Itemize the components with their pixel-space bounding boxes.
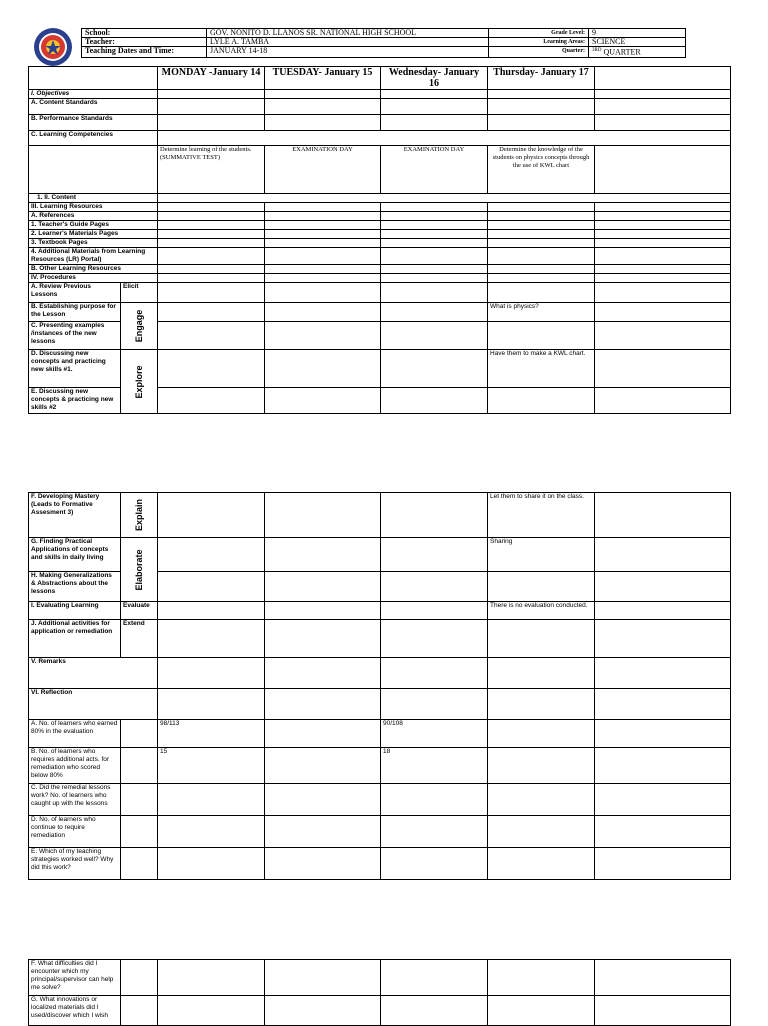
day-monday: MONDAY -January 14 [158,67,265,90]
wednesday-remed: 18 [381,748,488,784]
explore-phase [121,350,158,414]
developing-label: F. Developing Mastery (Leads to Formative Assesment 3) [29,493,121,538]
wednesday-80: 90/108 [381,720,488,748]
area-label: Learning Areas: [489,38,589,47]
dll-table-1 [28,66,731,414]
school-value: GOV. NONITO D. LLANOS SR. NATIONAL HIGH SCHOOL [207,29,489,38]
learning-resources-label: III. Learning Resources [29,203,158,212]
content-standards-label: A. Content Standards [29,99,158,115]
procedures-label: IV. Procedures [29,274,158,283]
learners-materials-label: 2. Learner's Materials Pages [29,230,158,239]
area-value: SCIENCE [589,38,686,47]
corner-cell [29,67,158,90]
thursday-evaluate: There is no evaluation conducted. [488,602,595,620]
explain-phase [121,493,158,538]
additional-materials-label: 4. Additional Materials from Learning Resources (LR) Portal) [29,248,158,265]
elicit-label: Elicit [121,283,158,303]
monday-80: 98/113 [158,720,265,748]
strategies-label: E. Which of my teaching strategies worked well? Why did this work? [29,848,121,880]
school-label: School: [82,29,207,38]
day-friday [595,67,731,90]
finding-label: G. Finding Practical Applications of concepts and skills in daily living [29,538,121,572]
quarter-text: QUARTER [601,47,641,57]
tuesday-objective: EXAMINATION DAY [265,146,381,194]
remedial-work-label: C. Did the remedial lessons work? No. of learners who caught up with the lessons [29,784,121,816]
day-wednesday: Wednesday- January 16 [381,67,488,90]
header-table [81,28,686,58]
difficulties-label: F. What difficulties did I encounter which my principal/supervisor can help me solve? [29,960,121,996]
objectives-label: I. Objectives [29,90,158,99]
dll-table-2 [28,492,731,880]
wednesday-objective: EXAMINATION DAY [381,146,488,194]
teachers-guide-label: 1. Teacher's Guide Pages [29,221,158,230]
no-learners-remed-label: B. No. of learners who requires additional acts. for remediation who scored below 80% [29,748,121,784]
grade-label: Grade Level: [489,29,589,38]
discussing1-label: D. Discussing new concepts and practicing new skills #1. [29,350,121,388]
remarks-label: V. Remarks [29,658,158,689]
thursday-elaborate: Sharing [488,538,595,572]
discussing2-label: E. Discussing new concepts & practicing new skills #2 [29,388,121,414]
evaluating-label: I. Evaluating Learning [29,602,121,620]
engage-label: Engage [134,309,144,343]
presenting-label: C. Presenting examples /instances of the new lessons [29,322,121,350]
quarter-sup: 3RD [592,48,602,53]
innovations-label: G. What innovations or localized materials did I used/discover which I wish [29,996,121,1026]
quarter-label: Quarter: [489,47,589,58]
day-tuesday: TUESDAY- January 15 [265,67,381,90]
performance-standards-label: B. Performance Standards [29,115,158,131]
elaborate-label: Elaborate [134,548,144,591]
making-label: H. Making Generalizations & Abstractions about the lessons [29,572,121,602]
thursday-explain: Let them to share it on the class. [488,493,595,538]
elaborate-phase [121,538,158,602]
day-thursday: Thursday- January 17 [488,67,595,90]
monday-objective: Determine learning of the students. (SUMMATIVE TEST) [158,146,265,194]
dates-value: JANUARY 14-18 [207,47,489,58]
no-learners-80-label: A. No. of learners who earned 80% in the evaluation [29,720,121,748]
explain-label: Explain [134,498,144,532]
thursday-engage: What is physics? [488,303,595,322]
teacher-label: Teacher: [82,38,207,47]
quarter-value [589,47,686,58]
content-label: 1. II. Content [29,194,158,203]
grade-value: 9 [589,29,686,38]
explore-label: Explore [134,364,144,399]
thursday-objective: Determine the knowledge of the students on physics concepts through the use of KWL chart [488,146,595,194]
evaluate-label: Evaluate [121,602,158,620]
textbook-label: 3. Textbook Pages [29,239,158,248]
references-label: A. References [29,212,158,221]
thursday-explore: Have them to make a KWL chart. [488,350,595,388]
additional-label: J. Additional activities for application or remediation [29,620,121,658]
engage-phase [121,303,158,350]
establishing-label: B. Establishing purpose for the Lesson [29,303,121,322]
monday-remed: 15 [158,748,265,784]
continue-remed-label: D. No. of learners who continue to require remediation [29,816,121,848]
review-label: A. Review Previous Lessons [29,283,121,303]
dates-label: Teaching Dates and Time: [82,47,207,58]
reflection-label: VI. Reflection [29,689,158,720]
other-resources-label: B. Other Learning Resources [29,265,158,274]
teacher-value: LYLE A. TAMBA [207,38,489,47]
learning-competencies-label: C. Learning Competencies [29,131,158,146]
seal-icon [33,27,73,67]
dll-table-3 [28,959,731,1026]
extend-label: Extend [121,620,158,658]
